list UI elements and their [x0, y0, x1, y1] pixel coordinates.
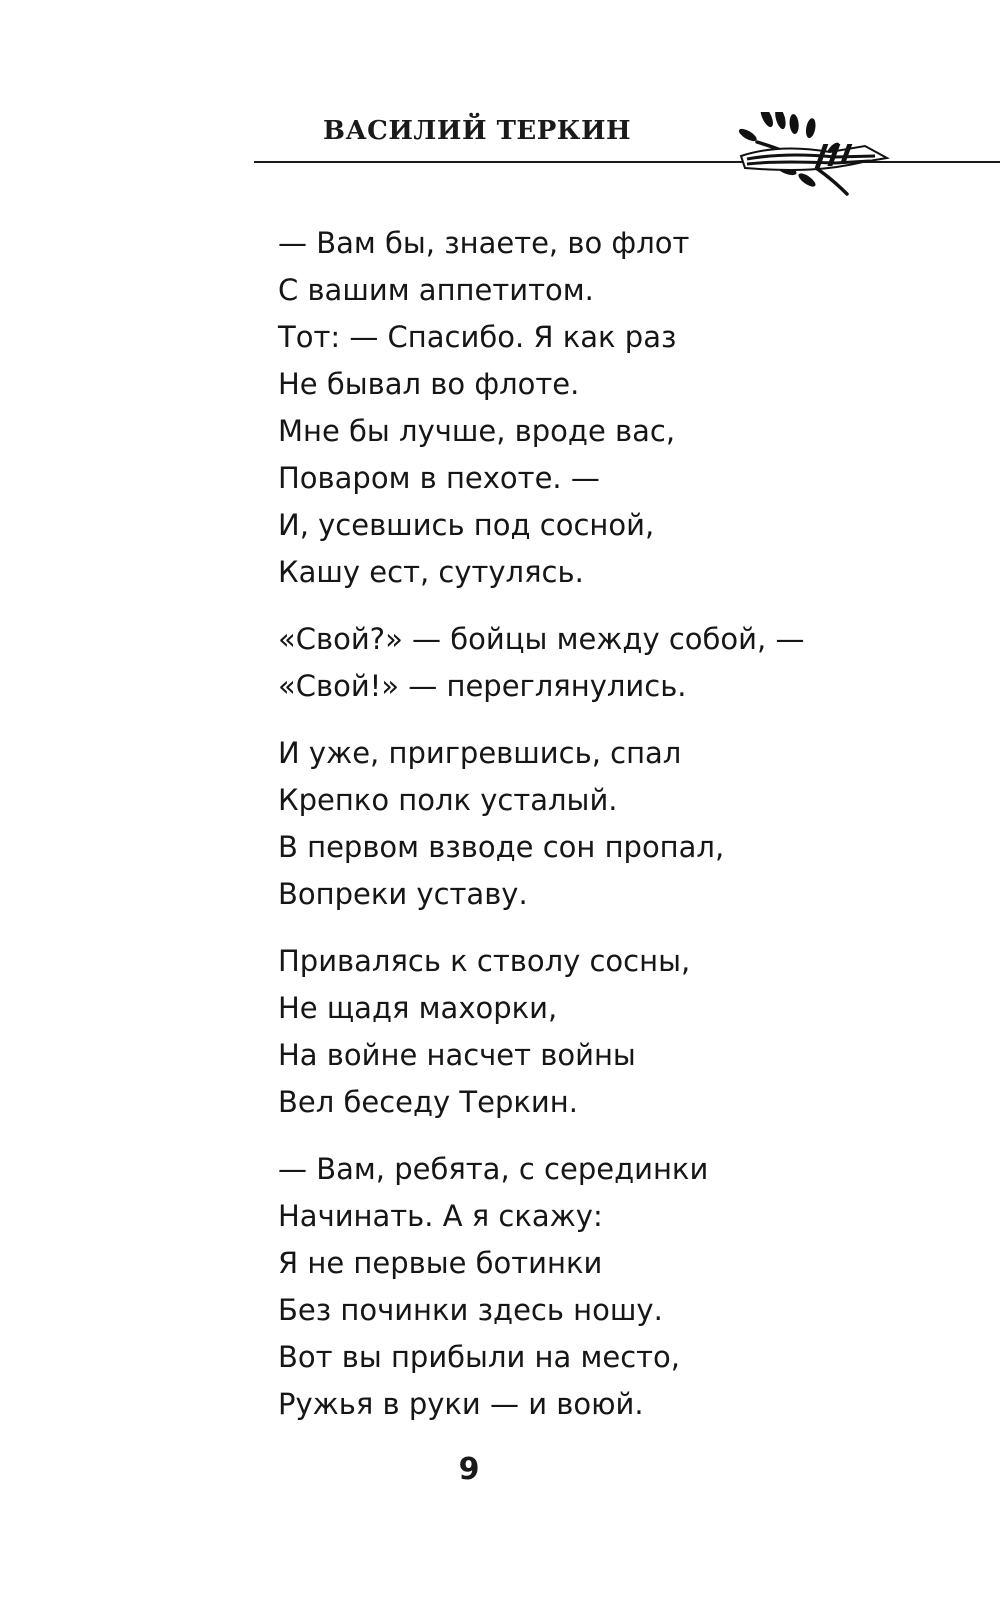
poem-line: Вот вы прибыли на место,	[278, 1340, 681, 1374]
poem-line: Я не первые ботинки	[278, 1246, 603, 1280]
stanza	[278, 730, 918, 918]
poem-line: — Вам, ребята, с серединки	[278, 1152, 709, 1186]
stanza	[278, 616, 918, 710]
poem-line: Ружья в руки — и воюй.	[278, 1387, 644, 1421]
poem-line: Вопреки уставу.	[278, 877, 528, 911]
poem-body	[278, 220, 918, 1448]
poem-line: Привалясь к стволу сосны,	[278, 944, 691, 978]
poem-line: И уже, пригревшись, спал	[278, 736, 682, 770]
stanza	[278, 1146, 918, 1428]
poem-line: На войне насчет войны	[278, 1038, 636, 1072]
poem-line: Вел беседу Теркин.	[278, 1085, 578, 1119]
running-title: ВАСИЛИЙ ТЕРКИН	[323, 116, 632, 146]
poem-line: Поваром в пехоте. —	[278, 461, 600, 495]
poem-line: В первом взводе сон пропал,	[278, 830, 725, 864]
poem-line: — Вам бы, знаете, во флот	[278, 226, 690, 260]
poem-line: Не бывал во флоте.	[278, 367, 580, 401]
poem-line: Мне бы лучше, вроде вас,	[278, 414, 676, 448]
laurel-ribbon-icon	[735, 112, 890, 197]
poem-line: «Свой!» — переглянулись.	[278, 669, 687, 703]
poem-line: «Свой?» — бойцы между собой, —	[278, 622, 805, 656]
stanza	[278, 938, 918, 1126]
poem-line: Тот: — Спасибо. Я как раз	[278, 320, 677, 354]
poem-line: Без починки здесь ношу.	[278, 1293, 663, 1327]
poem-line: Кашу ест, сутулясь.	[278, 555, 584, 589]
poem-line: Начинать. А я скажу:	[278, 1199, 603, 1233]
poem-line: И, усевшись под сосной,	[278, 508, 655, 542]
stanza	[278, 220, 918, 596]
poem-line: С вашим аппетитом.	[278, 273, 594, 307]
poem-line: Крепко полк усталый.	[278, 783, 618, 817]
page-number: 9	[458, 1452, 480, 1487]
poem-line: Не щадя махорки,	[278, 991, 558, 1025]
